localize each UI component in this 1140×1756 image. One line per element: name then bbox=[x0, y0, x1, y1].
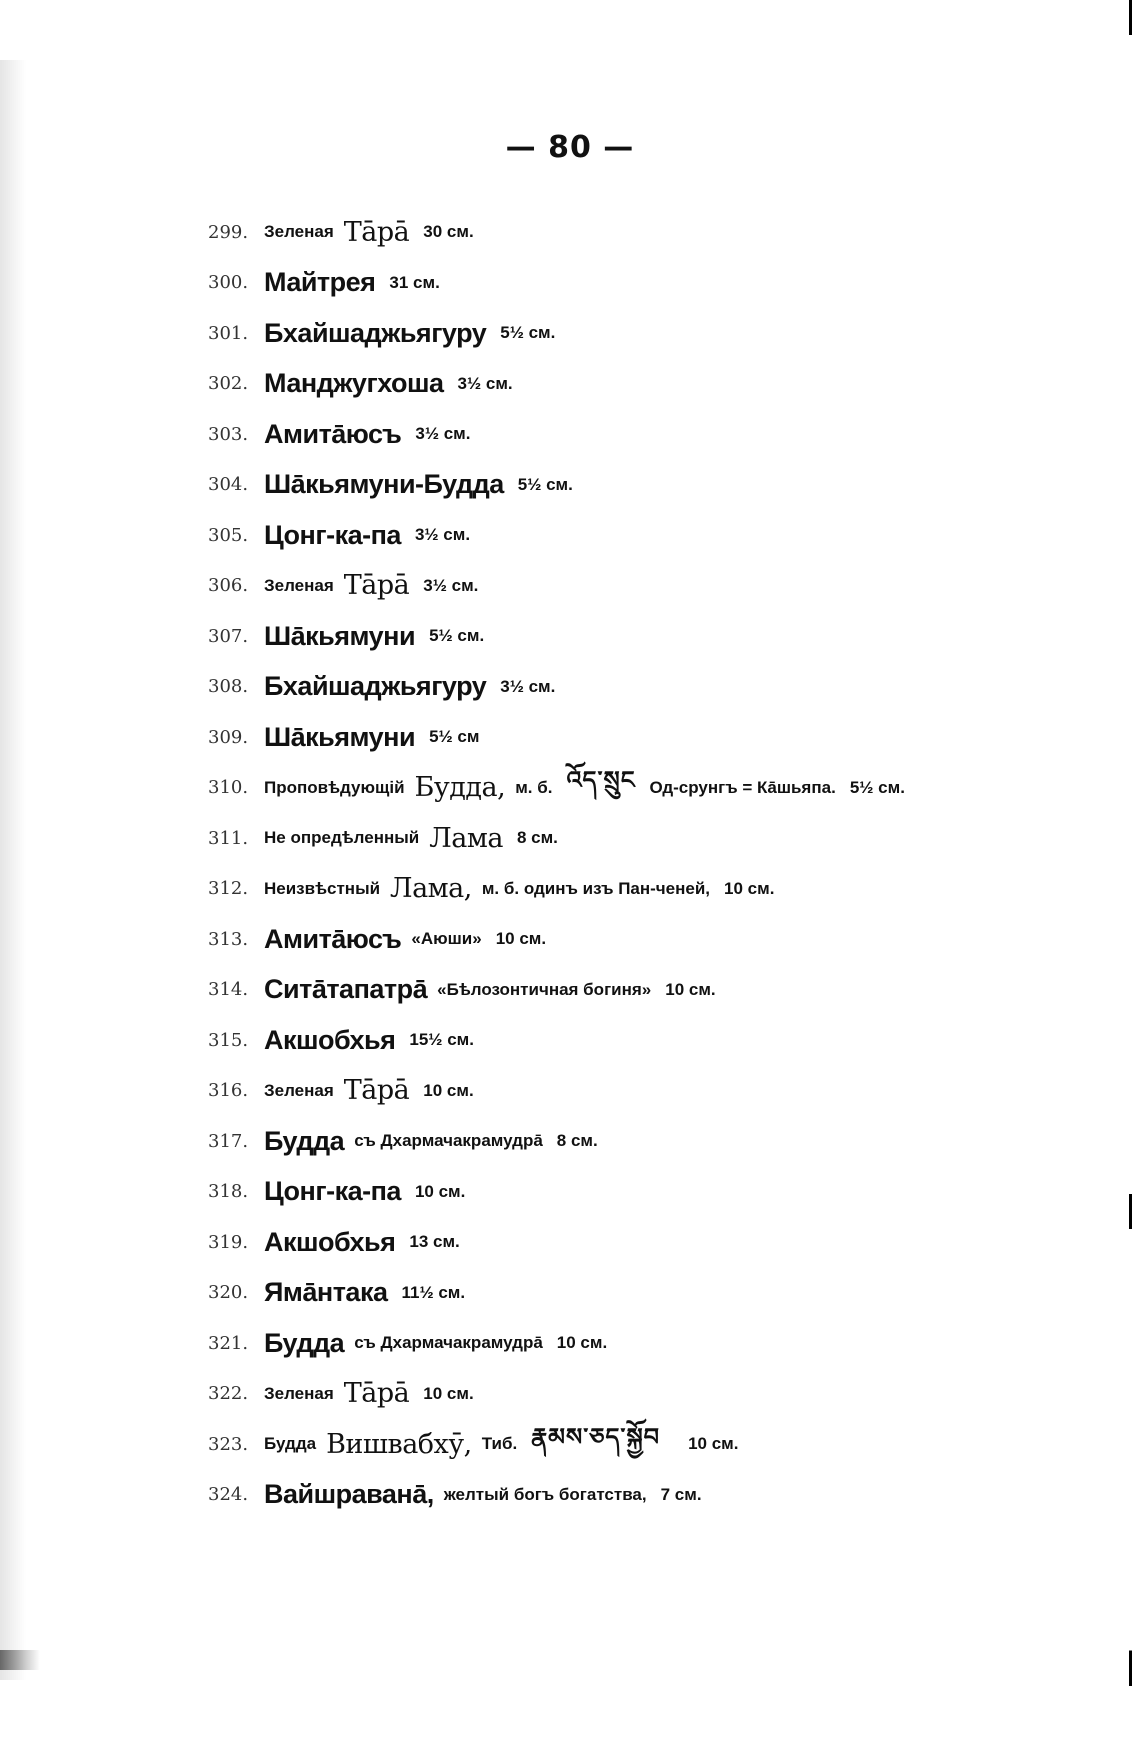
tibetan-script: རྣམས་ཅད་སྐྱོབ bbox=[531, 1422, 661, 1451]
entry-size: 10 см. bbox=[688, 1434, 739, 1454]
entry-prefix: Не опредѣленный bbox=[264, 828, 420, 848]
entry-size: 15½ см. bbox=[409, 1030, 474, 1050]
entry-number: 309. bbox=[208, 726, 249, 748]
entry-number: 300. bbox=[208, 272, 249, 294]
catalog-entry bbox=[208, 561, 1088, 612]
entry-title: Манджугхоша bbox=[264, 368, 444, 399]
catalog-entry bbox=[208, 258, 1088, 309]
entry-title: Ямāнтака bbox=[264, 1277, 388, 1308]
entry-size: 10 см. bbox=[495, 929, 547, 949]
entry-title: Тāрā bbox=[343, 570, 410, 602]
right-margin-rule bbox=[1129, 0, 1132, 1756]
entry-prefix: Неизвѣстный bbox=[264, 878, 381, 898]
entry-size: 7 см. bbox=[660, 1484, 702, 1504]
entry-title: Ситāтапатрā bbox=[264, 974, 428, 1005]
catalog-entry bbox=[208, 1167, 1088, 1218]
entry-note-2: Од-срунгъ = Кāшьяпа. bbox=[649, 777, 836, 797]
entry-size: 8 см. bbox=[556, 1131, 598, 1151]
catalog-entry bbox=[208, 914, 1088, 965]
entry-title: Майтрея bbox=[264, 267, 376, 298]
catalog-entry bbox=[208, 510, 1088, 561]
entry-number: 311. bbox=[208, 827, 249, 849]
entry-size: 8 см. bbox=[516, 828, 558, 848]
entry-size: 13 см. bbox=[409, 1232, 460, 1252]
catalog-entry bbox=[208, 864, 1088, 915]
entry-note: Тиб. bbox=[481, 1434, 518, 1454]
entry-number: 303. bbox=[208, 423, 249, 445]
entry-number: 324. bbox=[208, 1484, 249, 1506]
tibetan-script: འོད་སྲུང bbox=[566, 766, 636, 795]
entry-size: 31 см. bbox=[389, 272, 440, 292]
entry-number: 315. bbox=[208, 1029, 249, 1051]
entry-prefix: Зеленая bbox=[264, 575, 334, 595]
entry-prefix: Будда bbox=[264, 1434, 317, 1454]
catalog-entry bbox=[208, 611, 1088, 662]
entry-number: 313. bbox=[208, 928, 249, 950]
catalog-entry bbox=[208, 460, 1088, 511]
entry-number: 302. bbox=[208, 373, 249, 395]
entry-size: 10 см. bbox=[556, 1333, 608, 1353]
entry-note: съ Дхармачакрамудрā bbox=[354, 1333, 543, 1353]
catalog-entry bbox=[208, 1268, 1088, 1319]
entry-title: Шāкьямуни bbox=[264, 721, 416, 752]
catalog-entry bbox=[208, 1217, 1088, 1268]
entry-title: Амитāюсъ bbox=[264, 923, 402, 954]
entry-title: Шāкьямуни bbox=[264, 620, 416, 651]
entry-number: 312. bbox=[208, 878, 249, 900]
entry-size: 10 см. bbox=[414, 1181, 466, 1201]
entry-note: м. б. одинъ изъ Пан-ченей, bbox=[481, 878, 711, 898]
entry-title: Цонг-ка-па bbox=[264, 519, 401, 550]
entry-title: Бхайшаджьягуру bbox=[264, 317, 487, 348]
entry-title: Бхайшаджьягуру bbox=[264, 671, 487, 702]
entry-title: Акшобхья bbox=[264, 1226, 396, 1257]
entry-number: 318. bbox=[208, 1181, 249, 1203]
catalog-entry bbox=[208, 763, 1088, 814]
page-number: — 80 — bbox=[505, 130, 635, 165]
entry-number: 317. bbox=[208, 1130, 249, 1152]
entry-number: 314. bbox=[208, 979, 249, 1001]
entry-number: 319. bbox=[208, 1231, 249, 1253]
entry-prefix: Проповѣдующій bbox=[264, 777, 405, 797]
entry-title: Амитāюсъ bbox=[264, 418, 402, 449]
entry-size: 5½ см bbox=[429, 727, 480, 747]
catalog-entry bbox=[208, 308, 1088, 359]
page-edge-mark bbox=[0, 1650, 40, 1670]
entry-number: 305. bbox=[208, 524, 249, 546]
entry-number: 306. bbox=[208, 575, 249, 597]
entry-number: 304. bbox=[208, 474, 249, 496]
catalog-entry bbox=[208, 662, 1088, 713]
entry-size: 3½ см. bbox=[414, 525, 471, 545]
entry-number: 308. bbox=[208, 676, 249, 698]
entry-size: 10 см. bbox=[724, 878, 775, 898]
entry-title: Тāрā bbox=[343, 1075, 410, 1107]
catalog-entry bbox=[208, 1318, 1088, 1369]
entry-title: Будда bbox=[264, 1327, 345, 1358]
entry-number: 320. bbox=[208, 1282, 249, 1304]
catalog-entry bbox=[208, 207, 1088, 258]
entry-title: Лама, bbox=[390, 873, 472, 905]
catalog-entry bbox=[208, 1015, 1088, 1066]
entry-size: 11½ см. bbox=[401, 1282, 466, 1302]
entry-title: Шāкьямуни-Будда bbox=[264, 469, 504, 500]
catalog-entry bbox=[208, 813, 1088, 864]
entry-size: 5½ см. bbox=[429, 626, 485, 646]
entry-note: желтый богъ богатства, bbox=[443, 1484, 647, 1504]
entry-note: съ Дхармачакрамудрā bbox=[354, 1131, 543, 1151]
entry-size: 3½ см. bbox=[500, 676, 556, 696]
entry-title: Тāрā bbox=[343, 216, 410, 248]
entry-size: 10 см. bbox=[665, 979, 716, 999]
entry-title: Вайшраванā, bbox=[264, 1479, 434, 1510]
entry-number: 316. bbox=[208, 1080, 249, 1102]
entry-size: 3½ см. bbox=[415, 424, 471, 444]
entry-size: 10 см. bbox=[423, 1080, 474, 1100]
entry-size: 3½ см. bbox=[423, 575, 479, 595]
catalog-entry bbox=[208, 1066, 1088, 1117]
catalog-list bbox=[208, 207, 1088, 1520]
entry-title: Тāрā bbox=[343, 1378, 410, 1410]
entry-prefix: Зеленая bbox=[264, 222, 334, 242]
entry-number: 299. bbox=[208, 221, 249, 243]
catalog-entry bbox=[208, 409, 1088, 460]
catalog-entry bbox=[208, 1116, 1088, 1167]
entry-title: Будда, bbox=[414, 772, 506, 804]
catalog-entry bbox=[208, 1419, 1088, 1470]
entry-note: «Бѣлозонтичная богиня» bbox=[437, 979, 652, 999]
entry-title: Вишвабхӯ, bbox=[326, 1428, 472, 1460]
entry-note: м. б. bbox=[515, 777, 553, 797]
entry-note: «Аюши» bbox=[411, 929, 482, 949]
catalog-entry bbox=[208, 359, 1088, 410]
entry-size: 5½ см. bbox=[849, 777, 905, 797]
entry-number: 301. bbox=[208, 322, 249, 344]
page-edge-shadow bbox=[0, 60, 26, 1680]
entry-prefix: Зеленая bbox=[264, 1080, 334, 1100]
entry-size: 30 см. bbox=[423, 222, 474, 242]
entry-title: Будда bbox=[264, 1125, 345, 1156]
entry-number: 310. bbox=[208, 777, 249, 799]
entry-number: 323. bbox=[208, 1433, 249, 1455]
entry-title: Цонг-ка-па bbox=[264, 1176, 401, 1207]
entry-prefix: Зеленая bbox=[264, 1383, 334, 1403]
entry-size: 10 см. bbox=[423, 1383, 474, 1403]
catalog-entry bbox=[208, 712, 1088, 763]
entry-title: Лама bbox=[429, 822, 503, 854]
entry-number: 307. bbox=[208, 625, 249, 647]
entry-number: 322. bbox=[208, 1383, 249, 1405]
entry-size: 3½ см. bbox=[457, 373, 513, 393]
catalog-entry bbox=[208, 965, 1088, 1016]
entry-number: 321. bbox=[208, 1332, 249, 1354]
entry-title: Акшобхья bbox=[264, 1024, 396, 1055]
entry-size: 5½ см. bbox=[517, 474, 573, 494]
entry-size: 5½ см. bbox=[500, 323, 556, 343]
